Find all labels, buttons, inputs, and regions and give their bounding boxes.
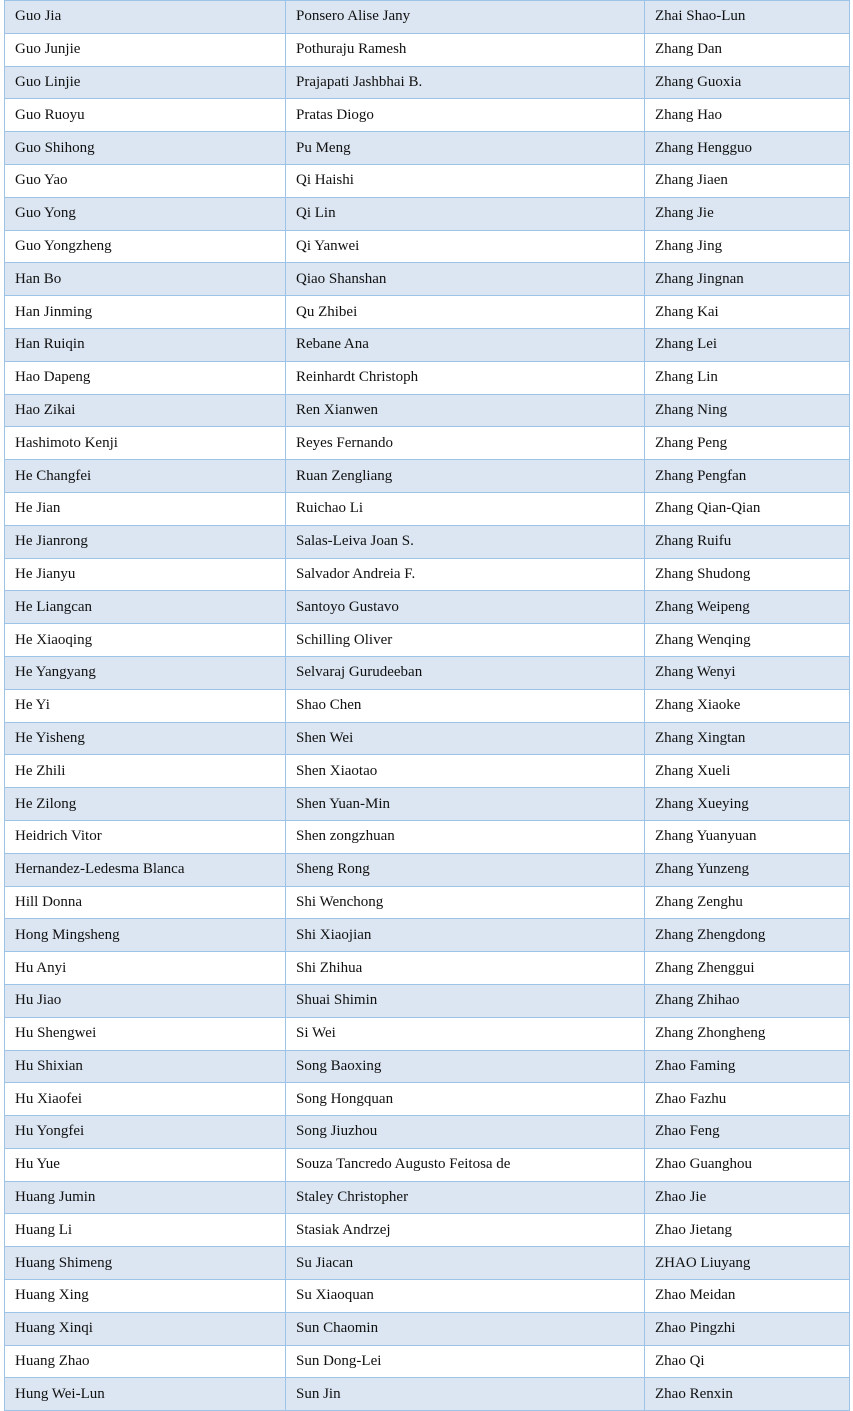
name-cell-col-1: Hao Zikai (5, 394, 286, 427)
name-cell-col-1: He Zhili (5, 755, 286, 788)
name-cell-col-1: He Liangcan (5, 591, 286, 624)
name-cell-col-3: Zhang Xingtan (645, 722, 850, 755)
name-table (4, 0, 850, 1411)
table-row (5, 1378, 850, 1411)
table-row (5, 853, 850, 886)
name-cell-col-2: Ponsero Alise Jany (286, 1, 645, 34)
name-cell-col-1: He Yisheng (5, 722, 286, 755)
name-cell-col-1: He Yangyang (5, 656, 286, 689)
name-cell-col-1: Huang Xing (5, 1280, 286, 1313)
name-cell-col-1: Hill Donna (5, 886, 286, 919)
name-cell-col-3: ZHAO Liuyang (645, 1247, 850, 1280)
name-cell-col-1: Han Bo (5, 263, 286, 296)
table-row (5, 1148, 850, 1181)
table-row (5, 460, 850, 493)
name-cell-col-3: Zhang Lin (645, 361, 850, 394)
name-cell-col-1: Hu Shixian (5, 1050, 286, 1083)
name-cell-col-1: Hu Anyi (5, 952, 286, 985)
table-row (5, 525, 850, 558)
name-cell-col-2: Shao Chen (286, 689, 645, 722)
name-cell-col-2: Qi Yanwei (286, 230, 645, 263)
table-row (5, 952, 850, 985)
name-cell-col-1: He Zilong (5, 788, 286, 821)
name-cell-col-1: Guo Linjie (5, 66, 286, 99)
name-cell-col-1: Hu Xiaofei (5, 1083, 286, 1116)
table-row (5, 689, 850, 722)
name-cell-col-3: Zhang Jiaen (645, 164, 850, 197)
name-cell-col-1: Guo Yong (5, 197, 286, 230)
name-cell-col-3: Zhang Ning (645, 394, 850, 427)
name-cell-col-2: Prajapati Jashbhai B. (286, 66, 645, 99)
name-cell-col-2: Shen Xiaotao (286, 755, 645, 788)
name-cell-col-1: Han Jinming (5, 296, 286, 329)
name-cell-col-1: Hernandez-Ledesma Blanca (5, 853, 286, 886)
table-row (5, 427, 850, 460)
table-row (5, 1, 850, 34)
table-row (5, 722, 850, 755)
name-cell-col-2: Stasiak Andrzej (286, 1214, 645, 1247)
table-row (5, 99, 850, 132)
table-row (5, 591, 850, 624)
name-cell-col-1: Huang Li (5, 1214, 286, 1247)
table-row (5, 132, 850, 165)
name-cell-col-3: Zhao Fazhu (645, 1083, 850, 1116)
name-cell-col-2: Salvador Andreia F. (286, 558, 645, 591)
table-row (5, 820, 850, 853)
name-cell-col-2: Reyes Fernando (286, 427, 645, 460)
name-cell-col-3: Zhang Guoxia (645, 66, 850, 99)
name-cell-col-2: Schilling Oliver (286, 624, 645, 657)
name-cell-col-3: Zhang Weipeng (645, 591, 850, 624)
table-row (5, 919, 850, 952)
name-cell-col-1: Hu Jiao (5, 984, 286, 1017)
table-row (5, 164, 850, 197)
name-cell-col-3: Zhao Jietang (645, 1214, 850, 1247)
table-row (5, 263, 850, 296)
name-cell-col-3: Zhang Ruifu (645, 525, 850, 558)
name-cell-col-2: Su Xiaoquan (286, 1280, 645, 1313)
table-row (5, 624, 850, 657)
name-cell-col-3: Zhao Pingzhi (645, 1312, 850, 1345)
name-cell-col-2: Su Jiacan (286, 1247, 645, 1280)
name-cell-col-1: He Jianrong (5, 525, 286, 558)
table-row (5, 1017, 850, 1050)
name-table-container (4, 0, 849, 1411)
name-table-body (5, 1, 850, 1411)
name-cell-col-2: Song Baoxing (286, 1050, 645, 1083)
name-cell-col-3: Zhang Peng (645, 427, 850, 460)
table-row (5, 394, 850, 427)
name-cell-col-1: He Xiaoqing (5, 624, 286, 657)
name-cell-col-3: Zhang Xueying (645, 788, 850, 821)
table-row (5, 230, 850, 263)
name-cell-col-1: Guo Shihong (5, 132, 286, 165)
name-cell-col-2: Shi Zhihua (286, 952, 645, 985)
name-cell-col-2: Qi Lin (286, 197, 645, 230)
name-cell-col-2: Shi Wenchong (286, 886, 645, 919)
table-row (5, 1116, 850, 1149)
name-cell-col-1: Guo Yongzheng (5, 230, 286, 263)
name-cell-col-2: Santoyo Gustavo (286, 591, 645, 624)
name-cell-col-3: Zhang Jie (645, 197, 850, 230)
name-cell-col-1: Heidrich Vitor (5, 820, 286, 853)
name-cell-col-2: Selvaraj Gurudeeban (286, 656, 645, 689)
name-cell-col-2: Salas-Leiva Joan S. (286, 525, 645, 558)
table-row (5, 1312, 850, 1345)
name-cell-col-3: Zhang Zhenggui (645, 952, 850, 985)
name-cell-col-2: Shen Yuan-Min (286, 788, 645, 821)
name-cell-col-2: Pratas Diogo (286, 99, 645, 132)
table-row (5, 656, 850, 689)
name-cell-col-3: Zhang Zhihao (645, 984, 850, 1017)
name-cell-col-2: Sun Jin (286, 1378, 645, 1411)
name-cell-col-2: Shen Wei (286, 722, 645, 755)
name-cell-col-2: Sun Chaomin (286, 1312, 645, 1345)
name-cell-col-3: Zhang Xueli (645, 755, 850, 788)
name-cell-col-3: Zhang Jingnan (645, 263, 850, 296)
name-cell-col-2: Pu Meng (286, 132, 645, 165)
name-cell-col-3: Zhang Zhengdong (645, 919, 850, 952)
name-cell-col-3: Zhao Renxin (645, 1378, 850, 1411)
name-cell-col-2: Si Wei (286, 1017, 645, 1050)
name-cell-col-3: Zhang Hao (645, 99, 850, 132)
name-cell-col-2: Pothuraju Ramesh (286, 33, 645, 66)
name-cell-col-1: Hu Yue (5, 1148, 286, 1181)
name-cell-col-3: Zhao Feng (645, 1116, 850, 1149)
name-cell-col-1: Han Ruiqin (5, 328, 286, 361)
name-cell-col-2: Shi Xiaojian (286, 919, 645, 952)
name-cell-col-3: Zhang Xiaoke (645, 689, 850, 722)
name-cell-col-2: Staley Christopher (286, 1181, 645, 1214)
name-cell-col-3: Zhang Hengguo (645, 132, 850, 165)
name-cell-col-3: Zhang Lei (645, 328, 850, 361)
name-cell-col-1: Hu Yongfei (5, 1116, 286, 1149)
name-cell-col-2: Reinhardt Christoph (286, 361, 645, 394)
name-cell-col-1: Hong Mingsheng (5, 919, 286, 952)
name-cell-col-1: Guo Ruoyu (5, 99, 286, 132)
table-row (5, 1181, 850, 1214)
name-cell-col-3: Zhang Yuanyuan (645, 820, 850, 853)
table-row (5, 886, 850, 919)
name-cell-col-2: Sheng Rong (286, 853, 645, 886)
table-row (5, 1345, 850, 1378)
name-cell-col-1: Huang Xinqi (5, 1312, 286, 1345)
table-row (5, 788, 850, 821)
name-cell-col-2: Ruichao Li (286, 492, 645, 525)
table-row (5, 361, 850, 394)
table-row (5, 1247, 850, 1280)
name-cell-col-1: Huang Shimeng (5, 1247, 286, 1280)
name-cell-col-1: He Jianyu (5, 558, 286, 591)
name-cell-col-2: Qi Haishi (286, 164, 645, 197)
name-cell-col-3: Zhang Kai (645, 296, 850, 329)
name-cell-col-1: Hao Dapeng (5, 361, 286, 394)
name-cell-col-3: Zhang Jing (645, 230, 850, 263)
name-cell-col-1: Guo Junjie (5, 33, 286, 66)
name-cell-col-3: Zhang Shudong (645, 558, 850, 591)
table-row (5, 296, 850, 329)
name-cell-col-2: Ruan Zengliang (286, 460, 645, 493)
name-cell-col-2: Sun Dong-Lei (286, 1345, 645, 1378)
name-cell-col-1: Hung Wei-Lun (5, 1378, 286, 1411)
table-row (5, 66, 850, 99)
name-cell-col-3: Zhang Qian-Qian (645, 492, 850, 525)
name-cell-col-1: Guo Yao (5, 164, 286, 197)
table-row (5, 984, 850, 1017)
table-row (5, 558, 850, 591)
name-cell-col-2: Qiao Shanshan (286, 263, 645, 296)
name-cell-col-2: Souza Tancredo Augusto Feitosa de (286, 1148, 645, 1181)
name-cell-col-2: Rebane Ana (286, 328, 645, 361)
name-cell-col-3: Zhang Wenyi (645, 656, 850, 689)
name-cell-col-1: Huang Jumin (5, 1181, 286, 1214)
name-cell-col-2: Shuai Shimin (286, 984, 645, 1017)
table-row (5, 1214, 850, 1247)
name-cell-col-3: Zhang Wenqing (645, 624, 850, 657)
table-row (5, 1083, 850, 1116)
name-cell-col-1: He Yi (5, 689, 286, 722)
table-row (5, 328, 850, 361)
name-cell-col-1: He Jian (5, 492, 286, 525)
name-cell-col-1: Hu Shengwei (5, 1017, 286, 1050)
name-cell-col-3: Zhao Jie (645, 1181, 850, 1214)
name-cell-col-2: Shen zongzhuan (286, 820, 645, 853)
name-cell-col-3: Zhai Shao-Lun (645, 1, 850, 34)
table-row (5, 33, 850, 66)
name-cell-col-2: Ren Xianwen (286, 394, 645, 427)
name-cell-col-2: Song Jiuzhou (286, 1116, 645, 1149)
name-cell-col-3: Zhang Zenghu (645, 886, 850, 919)
name-cell-col-1: Hashimoto Kenji (5, 427, 286, 460)
name-cell-col-3: Zhang Pengfan (645, 460, 850, 493)
table-row (5, 492, 850, 525)
name-cell-col-3: Zhao Qi (645, 1345, 850, 1378)
name-cell-col-3: Zhao Faming (645, 1050, 850, 1083)
table-row (5, 197, 850, 230)
name-cell-col-1: Guo Jia (5, 1, 286, 34)
name-cell-col-1: He Changfei (5, 460, 286, 493)
name-cell-col-2: Song Hongquan (286, 1083, 645, 1116)
name-cell-col-3: Zhang Dan (645, 33, 850, 66)
table-row (5, 1280, 850, 1313)
name-cell-col-3: Zhao Meidan (645, 1280, 850, 1313)
name-cell-col-1: Huang Zhao (5, 1345, 286, 1378)
table-row (5, 755, 850, 788)
name-cell-col-3: Zhao Guanghou (645, 1148, 850, 1181)
name-cell-col-3: Zhang Yunzeng (645, 853, 850, 886)
table-row (5, 1050, 850, 1083)
name-cell-col-3: Zhang Zhongheng (645, 1017, 850, 1050)
name-cell-col-2: Qu Zhibei (286, 296, 645, 329)
